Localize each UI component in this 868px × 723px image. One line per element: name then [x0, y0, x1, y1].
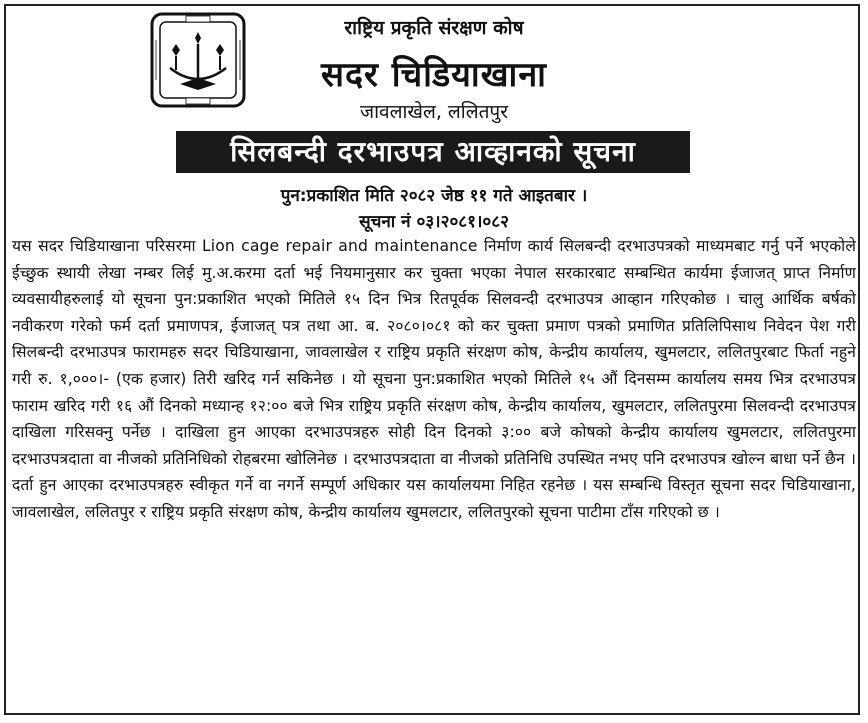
organization-name: राष्ट्रिय प्रकृति संरक्षण कोष [344, 17, 524, 39]
republish-date: पुन:प्रकाशित मिति २०८२ जेष्ठ ११ गते आइतबार । [280, 186, 588, 206]
page-title: सदर चिडियाखाना [321, 55, 547, 95]
notice-body: यस सदर चिडियाखाना परिसरमा Lion cage repair and maintenance निर्माण कार्य सिलबन्दी दरभाउपत्रको माध्यमबाट गर्नु पर्ने भएकोले ईच्छुक स्थायी लेखा नम्बर लिई मु.अ.करमा दर्ता भई नियमानुसार कर चुक्ता भएका नेपाल सरकारबाट सम्बन्धित कार्यमा ईजाजत् प्राप्त निर्माण व्यवसायीहरुलाई यो सूचना पुन:प्रकाशित भएको मितिले १५ दिन भित्र रितपूर्वक सिलवन्दी दरभाउपत्र आव्हान गरिएकोछ । चालु आर्थिक बर्षको नवीकरण गरेको फर्म दर्ता प्रमाणपत्र, ईजाजत् पत्र तथा आ. ब. २०८०।०८१ को कर चुक्ता प्रमाण पत्रको प्रमाणित प्रतिलिपिसाथ निवेदन पेश गरी सिलबन्दी दरभाउपत्र फारामहरु सदर चिडियाखाना, जावलाखेल र राष्ट्रिय प्रकृति संरक्षण कोष, केन्द्रीय कार्यालय, खुमलटार, ललितपुरबाट फिर्ता नहुने गरी रु. १,०००।- (एक हजार) तिरी खरिद गर्न सकिनेछ । यो सूचना पुन:प्रकाशित भएको मितिले १५ औं दिनसम्म कार्यालय समय भित्र दरभाउपत्र फाराम खरिद गरी १६ औं दिनको मध्यान्ह १२:०० बजे भित्र राष्ट्रिय प्रकृति संरक्षण कोष, केन्द्रीय कार्यालय, खुमलटार, ललितपुरमा सिलवन्दी दरभाउपत्र दाखिला गरिसक्नु पर्नेछ । दाखिला हुन आएका दरभाउपत्रहरु सोही दिन दिनको ३:०० बजे कोषको केन्द्रीय कार्यालय खुमलटार, ललितपुरमा दरभाउपत्रदाता वा नीजको प्रतिनिधिको रोहबरमा खोलिनेछ । दरभाउपत्रदाता वा नीजको प्रतिनिधि उपस्थित नभए पनि दरभाउपत्र खोल्न बाधा पर्ने छैन । दर्ता हुन आएका दरभाउपत्रहरु स्वीकृत गर्ने वा नगर्ने सम्पूर्ण अधिकार यस कार्यालयमा निहित रहनेछ । यस सम्बन्धि विस्तृत सूचना सदर चिडियाखाना, जावलाखेल, ललितपुर र राष्ट्रिय प्रकृति संरक्षण कोष, केन्द्रीय कार्यालय खुमलटार, ललितपुरको सूचना पाटीमा टाँस गरिएको छ । [12, 237, 856, 521]
address-line: जावलाखेल, ललितपुर [360, 101, 508, 123]
notice-number: सूचना नं ०३।२०८१।०८२ [359, 212, 509, 232]
notice-banner: सिलबन्दी दरभाउपत्र आव्हानको सूचना [176, 131, 690, 173]
